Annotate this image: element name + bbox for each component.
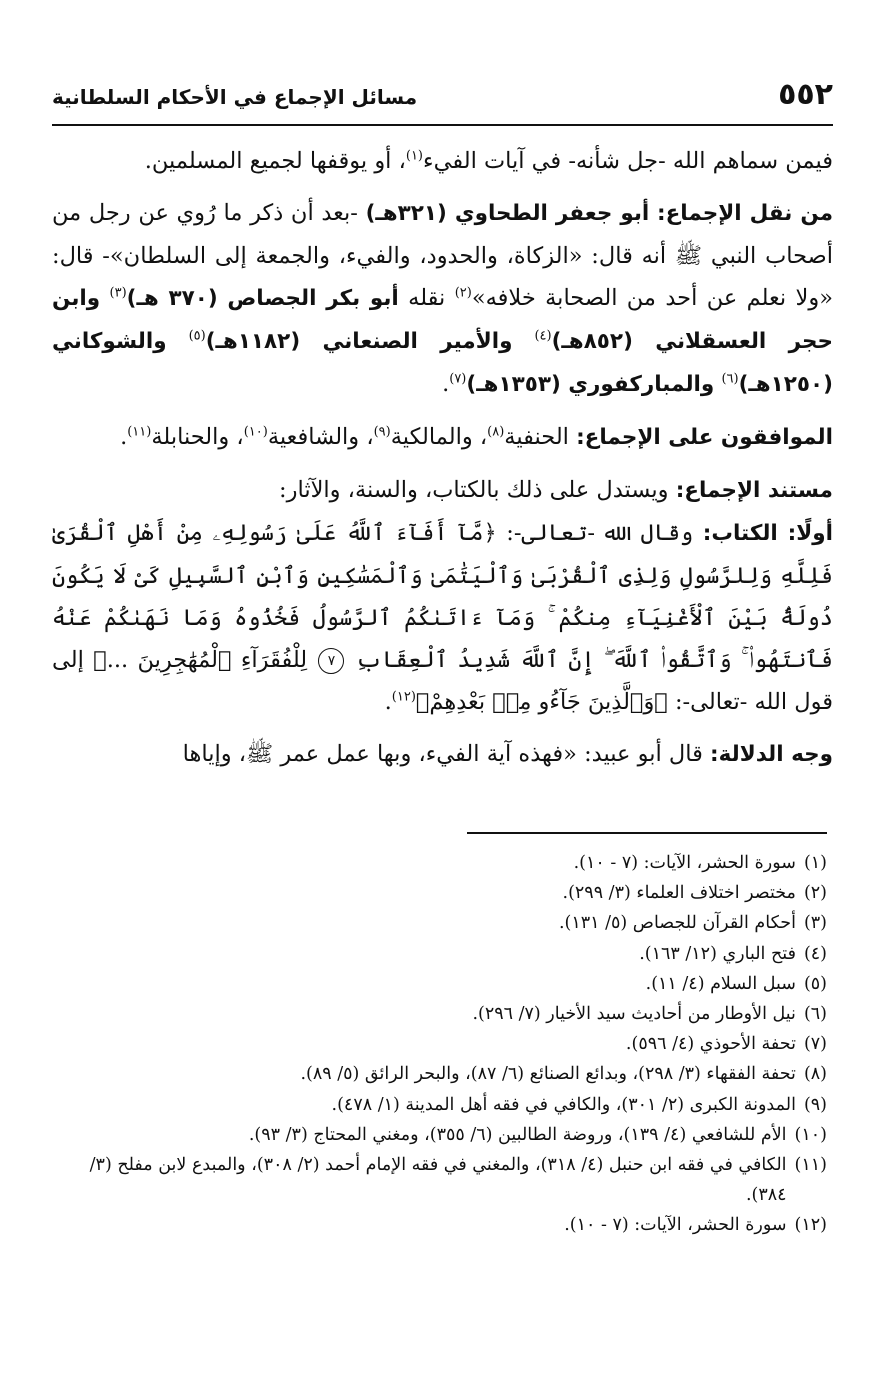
section-label: مستند الإجماع: [675,478,833,503]
footnote-number: (٦) [803,1004,827,1025]
paragraph-continuation [52,140,833,182]
footnote-item [52,848,827,878]
footnote-number: (٤) [803,943,827,964]
footnote-ref: (٩) [373,424,391,440]
text-run: نقله [408,285,446,311]
page-number: ٥٥٢ [778,77,833,112]
quran-verse: لِلْفُقَرَآءِ ٱلْمُهَٰجِرِينَ ...﴾ [93,647,308,673]
text-run: ، أو يوقفها لجميع المسلمين. [144,148,406,174]
section-label: الموافقون على الإجماع: [576,425,833,450]
footnote-item [52,1059,827,1089]
paragraph-quran: أولًا: الكتاب: وقال الله -تعالى-: ﴿مَّآ أَفَآءَ ٱللَّهُ عَلَىٰ رَسُولِهِۦ مِنْ أَهْلِ ٱلْقُرَىٰ فَلِلَّهِ وَلِلرَّسُولِ وَلِذِى ٱلْقُرْبَىٰ وَٱلْيَتَٰمَىٰ وَٱلْمَسَٰكِينِ وَٱبْنِ ٱلسَّبِيلِ كَىْ لَا يَكُونَ دُولَةًۢ بَيْنَ ٱلْأَغْنِيَآءِ مِنكُمْ ۚ وَمَآ ءَاتَىٰكُمُ ٱلرَّسُولُ فَخُذُوهُ وَمَا نَهَىٰكُمْ عَنْهُ فَٱنتَهُوا۟ ۚ وَٱتَّقُوا۟ ٱللَّهَ ۖ إِنَّ ٱللَّهَ شَدِيدُ ٱلْعِقَابِ ٧ لِلْفُقَرَآءِ ٱلْمُهَٰجِرِينَ ...﴾ إلى قول الله -تعالى-: ﴿وَٱلَّذِينَ جَآءُو مِنۢ بَعْدِهِمْ﴾$^{(١٢)}$. [52,520,834,715]
footnote-item [52,1150,827,1210]
footnote-ref: (٣) [109,285,127,301]
footnote-text: الأم للشافعي (٤/ ١٣٩)، وروضة الطالبين (٦/ ٣٥٥)، ومغني المحتاج (٣/ ٩٣). [248,1124,787,1145]
footnote-text: سورة الحشر، الآيات: (٧ - ١٠). [573,853,796,873]
footnote-ref: (١١) [127,424,152,440]
text-run: فيمن سماهم الله -جل شأنه- في آيات الفيء [423,148,833,174]
footnote-ref: (٧) [449,371,467,387]
text-run: وقال الله -تعالى-: [506,520,694,546]
text-run: ، والحنابلة [151,424,244,450]
text-run: ويستدل على ذلك بالكتاب، والسنة، والآثار: [279,477,669,503]
footnote-item [52,1210,827,1240]
footnote-item [52,999,827,1029]
section-label: وجه الدلالة: [710,742,833,767]
section-label: أولًا: الكتاب: [702,521,834,546]
paragraph-concurring: الموافقون على الإجماع: الحنفية$^{(٨)}$، والمالكية$^{(٩)}$، والشافعية$^{(١٠)}$، والحنابلة$^{(١١)}$. [120,424,833,450]
footnote-number: (١٢) [794,1215,827,1236]
footnote-item [52,939,827,969]
scholar-name: أبو بكر الجصاص (٣٧٠ هـ) [126,286,399,311]
quran-verse: ﴿وَٱلَّذِينَ جَآءُو مِنۢ بَعْدِهِمْ﴾ [415,689,668,715]
footnote-separator [467,832,827,834]
footnote-ref: (٥) [188,328,206,344]
footnote-number: (١٠) [794,1124,827,1145]
footnote-text: نيل الأوطار من أحاديث سيد الأخيار (٧/ ٢٩٦). [472,1004,796,1025]
footnote-item [52,908,827,938]
footnote-item [52,1090,827,1120]
text-run: ، والمالكية [390,424,488,450]
footnote-ref: (٤) [534,328,552,344]
footnote-text: تحفة الأحوذي (٤/ ٥٩٦). [625,1034,796,1055]
text-run: ، والشافعية [267,424,374,450]
footnote-ref: (٢) [454,285,472,301]
paragraph-ijma-transmitters: من نقل الإجماع: أبو جعفر الطحاوي (٣٢١هـ) -بعد أن ذكر ما رُوي عن رجل من أصحاب النبي ﷺ أنه قال: «الزكاة، والحدود، والفيء، والجمعة إلى السلطان»- قال: «ولا نعلم عن أحد من الصحابة خلافه»$^{(٢)}$ نقله أبو بكر الجصاص (٣٧٠ هـ)$^{(٣)}$ وابن حجر العسقلاني (٨٥٢هـ)$^{(٤)}$ والأمير الصنعاني (١١٨٢هـ)$^{(٥)}$ والشوكاني (١٢٥٠هـ)$^{(٦)}$ والمباركفوري (١٣٥٣هـ)$^{(٧)}$. [52,200,834,397]
footnote-number: (٨) [803,1064,827,1085]
footnotes [52,848,827,1241]
footnote-number: (٩) [803,1094,827,1115]
footnote-ref: (١٢) [391,689,416,705]
ayah-number-marker: ٧ [318,648,344,674]
footnote-number: (٧) [803,1034,827,1055]
text-run: -بعد أن ذكر ما رُوي عن رجل من أصحاب النبي ﷺ أنه قال: «الزكاة، والحدود، والفيء، والجمعة إلى السلطان»- قال: «ولا نعلم عن أحد من الصحابة خلافه» [52,200,833,311]
footnote-number: (١١) [794,1155,827,1176]
page-header [52,70,833,120]
footnote-ref: (٦) [721,371,739,387]
scholar-name: والمباركفوري (١٣٥٣هـ) [466,372,715,397]
section-label: من نقل الإجماع: [656,201,834,226]
footnote-number: (٢) [803,883,827,904]
paragraph-evidence [52,733,833,776]
footnote-text: سورة الحشر، الآيات: (٧ - ١٠). [564,1215,787,1236]
footnote-text: مختصر اختلاف العلماء (٣/ ٢٩٩). [562,883,796,904]
paragraph-basis [52,469,833,512]
footnote-number: (٣) [803,913,827,934]
quran-verse: ﴿مَّآ أَفَآءَ ٱللَّهُ عَلَىٰ رَسُولِهِۦ مِنْ أَهْلِ ٱلْقُرَىٰ فَلِلَّهِ وَلِلرَّسُولِ وَلِذِى ٱلْقُرْبَىٰ وَٱلْيَتَٰمَىٰ وَٱلْمَسَٰكِينِ وَٱبْنِ ٱلسَّبِيلِ كَىْ لَا يَكُونَ دُولَةًۢ بَيْنَ ٱلْأَغْنِيَآءِ مِنكُمْ ۚ وَمَآ ءَاتَىٰكُمُ ٱلرَّسُولُ فَخُذُوهُ وَمَا نَهَىٰكُمْ عَنْهُ فَٱنتَهُوا۟ ۚ وَٱتَّقُوا۟ ٱللَّهَ ۖ إِنَّ ٱللَّهَ شَدِيدُ ٱلْعِقَابِ [52,520,833,673]
footnote-item [52,969,827,999]
footnote-text: الكافي في فقه ابن حنبل (٤/ ٣١٨)، والمغني في فقه الإمام أحمد (٢/ ٣٠٨)، والمبدع لابن مفلح (٣/ ٣٨٤). [89,1155,787,1206]
footnote-text: أحكام القرآن للجصاص (٥/ ١٣١). [558,913,796,934]
footnote-number: (١) [803,853,827,873]
footnote-item [52,878,827,908]
footnote-text: تحفة الفقهاء (٣/ ٢٩٨)، وبدائع الصنائع (٦/ ٨٧)، والبحر الرائق (٥/ ٨٩). [300,1064,796,1085]
scholar-name: وابن حجر العسقلاني (٨٥٢هـ) [52,286,833,354]
footnote-text: فتح الباري (١٢/ ١٦٣). [639,943,796,964]
footnote-ref: (١) [405,148,423,164]
header-rule [52,124,833,126]
footnote-ref: (١٠) [243,424,268,440]
main-text [52,140,833,776]
footnote-item [52,1120,827,1150]
text-run: إلى قول الله -تعالى-: [52,647,833,715]
text-run: الحنفية [504,424,569,450]
footnote-ref: (٨) [487,424,505,440]
scholar-name: والأمير الصنعاني (١١٨٢هـ) [205,329,513,354]
text-run: قال أبو عبيد: «فهذه آية الفيء، وبها عمل عمر ﷺ، وإياها [182,741,703,767]
footnote-text: سبل السلام (٤/ ١١). [645,973,796,994]
running-title: مسائل الإجماع في الأحكام السلطانية [52,85,418,109]
footnote-number: (٥) [803,973,827,994]
footnote-item [52,1029,827,1059]
scholar-name: أبو جعفر الطحاوي (٣٢١هـ) [365,201,650,226]
scholar-name: والشوكاني (١٢٥٠هـ) [52,329,833,397]
footnote-text: المدونة الكبرى (٢/ ٣٠١)، والكافي في فقه أهل المدينة (١/ ٤٧٨). [331,1094,796,1115]
